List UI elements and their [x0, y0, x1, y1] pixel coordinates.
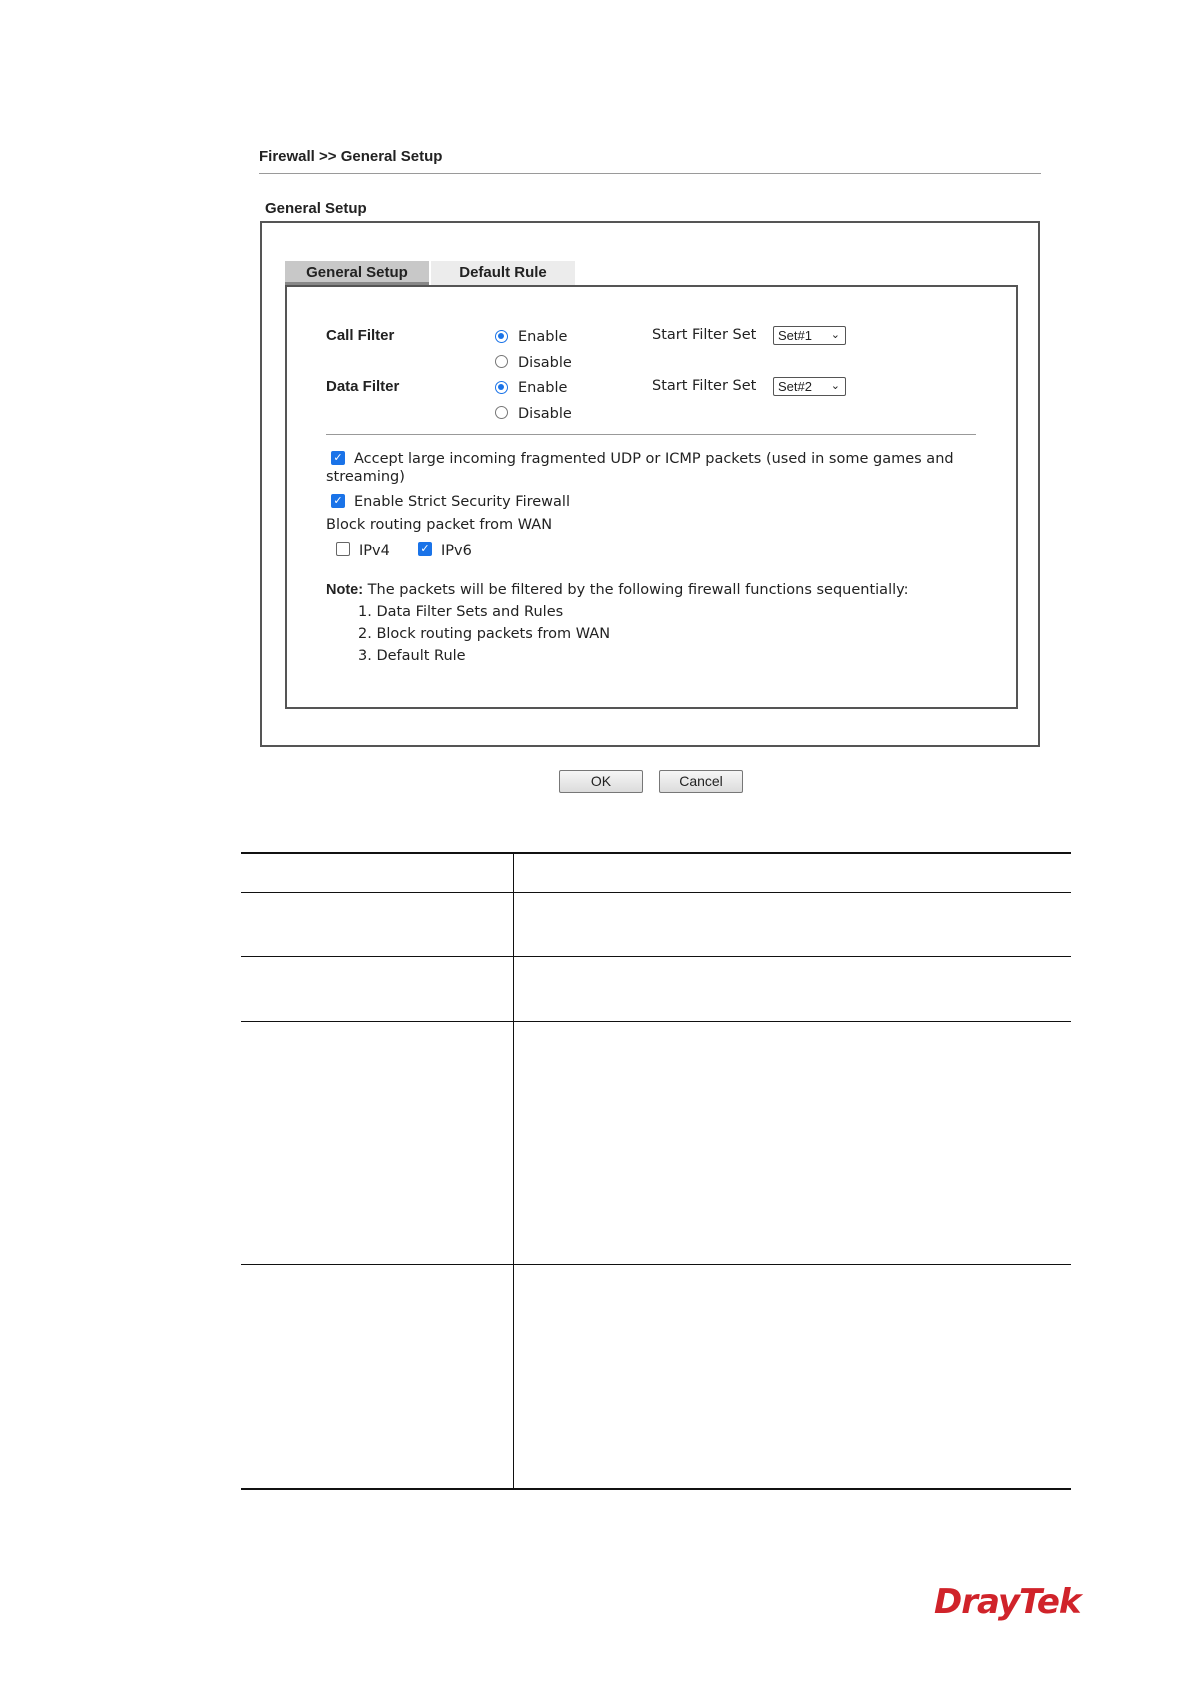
data-filter-disable-radio[interactable]: [495, 406, 508, 419]
call-filter-start-set-label: Start Filter Set: [652, 327, 757, 343]
note-item: 1. Data Filter Sets and Rules: [358, 604, 564, 620]
header-divider: [259, 173, 1041, 174]
call-filter-set-value: Set#1: [778, 328, 812, 343]
chevron-down-icon: ⌄: [830, 329, 840, 341]
section-title: General Setup: [265, 200, 367, 217]
table-row-divider: [241, 1021, 1071, 1022]
breadcrumb: Firewall >> General Setup: [259, 148, 443, 165]
accept-fragmented-label: Accept large incoming fragmented UDP or ICMP packets (used in some games and: [354, 451, 954, 467]
block-routing-label: Block routing packet from WAN: [326, 517, 553, 533]
note-item: 2. Block routing packets from WAN: [358, 626, 611, 642]
cancel-button[interactable]: Cancel: [659, 770, 743, 793]
call-filter-enable-radio[interactable]: [495, 330, 508, 343]
table-row-divider: [241, 956, 1071, 957]
tab-default-rule[interactable]: Default Rule: [431, 261, 575, 285]
table-column-divider: [513, 853, 514, 1489]
call-filter-enable-label: Enable: [518, 329, 568, 345]
data-filter-set-value: Set#2: [778, 379, 812, 394]
tab-general-setup[interactable]: General Setup: [285, 261, 429, 285]
table-row-divider: [241, 1264, 1071, 1265]
data-filter-label: Data Filter: [326, 378, 400, 395]
call-filter-disable-radio[interactable]: [495, 355, 508, 368]
data-filter-start-set-label: Start Filter Set: [652, 378, 757, 394]
note-prefix: Note:: [326, 582, 364, 598]
note-item: 3. Default Rule: [358, 648, 466, 664]
strict-security-label: Enable Strict Security Firewall: [354, 494, 570, 510]
ok-button[interactable]: OK: [559, 770, 643, 793]
ipv6-label: IPv6: [441, 543, 472, 559]
ipv4-checkbox[interactable]: [336, 542, 350, 556]
options-divider: [326, 434, 976, 435]
call-filter-set-select[interactable]: [773, 326, 846, 345]
chevron-down-icon: ⌄: [830, 380, 840, 392]
ipv6-checkbox[interactable]: ✓: [418, 542, 432, 556]
accept-fragmented-label-cont: streaming): [326, 469, 405, 485]
ipv4-label: IPv4: [359, 543, 390, 559]
call-filter-disable-label: Disable: [518, 355, 572, 371]
table-top-border: [241, 852, 1071, 854]
table-bottom-border: [241, 1488, 1071, 1490]
data-filter-set-select[interactable]: [773, 377, 846, 396]
data-filter-enable-radio[interactable]: [495, 381, 508, 394]
call-filter-label: Call Filter: [326, 327, 395, 344]
table-row-divider: [241, 892, 1071, 893]
accept-fragmented-checkbox[interactable]: ✓: [331, 451, 345, 465]
data-filter-disable-label: Disable: [518, 406, 572, 422]
strict-security-checkbox[interactable]: ✓: [331, 494, 345, 508]
draytek-logo: DrayTek: [934, 1582, 1081, 1622]
note-text: The packets will be filtered by the following firewall functions sequentially:: [367, 582, 909, 598]
note: [326, 582, 909, 598]
data-filter-enable-label: Enable: [518, 380, 568, 396]
